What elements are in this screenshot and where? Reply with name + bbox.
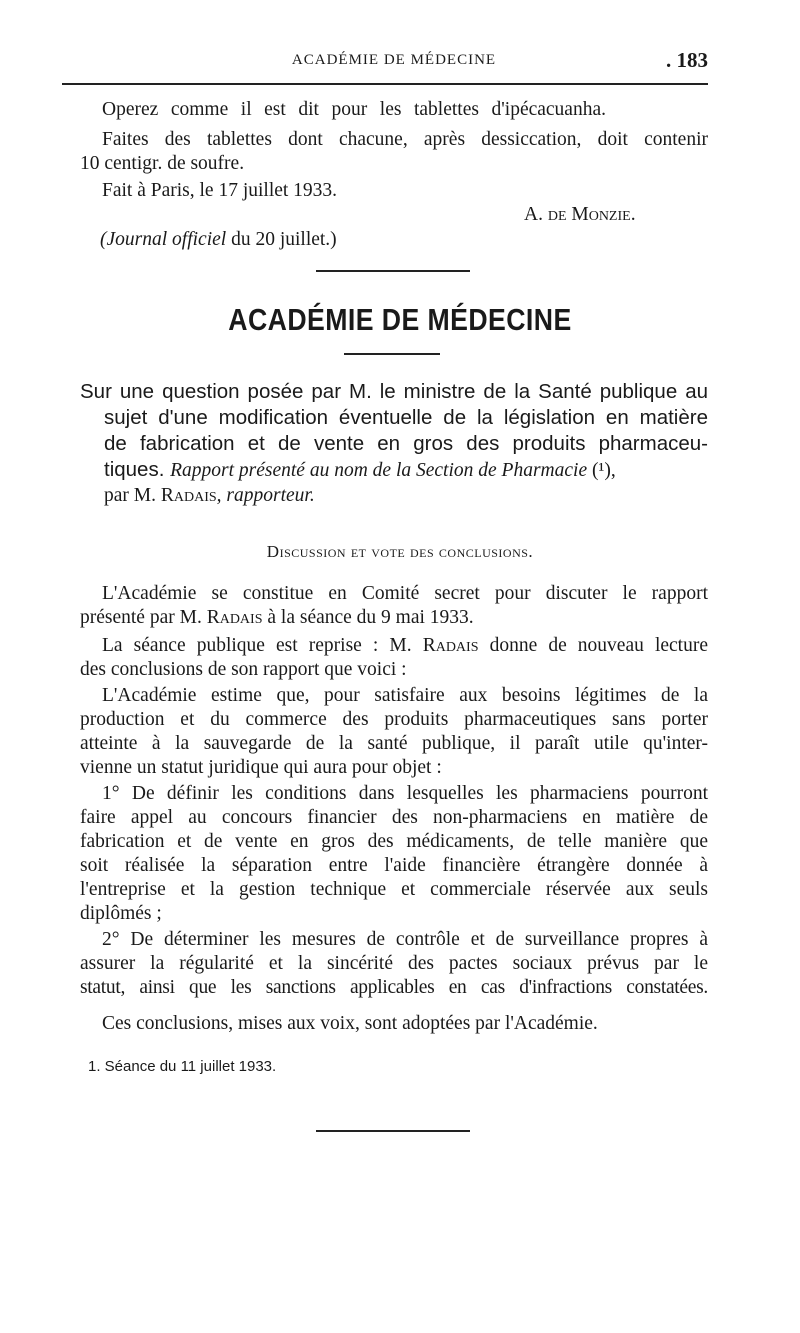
body-line: diplômés ; [80, 903, 162, 924]
journal-name: (Journal officiel [100, 229, 227, 250]
header-rule [62, 83, 708, 85]
closing-rule [316, 1130, 470, 1132]
author-name: Radais [160, 485, 217, 506]
footnote: 1. Séance du 11 juillet 1933. [88, 1058, 277, 1075]
body-line: faire appel au concours financier des non-pharmaciens en matière de [80, 807, 708, 828]
subject-line: Sur une question posée par M. le ministre de la Santé publique au [80, 380, 708, 403]
body-text: présenté par M. [80, 607, 207, 628]
body-line [80, 606, 474, 630]
subject-line: de fabrication et de vente en gros des produits pharmaceu- [104, 432, 708, 455]
body-line: L'Académie se constitue en Comité secret pour discuter le rapport [102, 583, 708, 604]
decree-date: Fait à Paris, le 17 juillet 1933. [102, 180, 338, 201]
body-text: La séance publique est reprise : M. [102, 635, 423, 656]
running-title: ACADÉMIE DE MÉDECINE [291, 52, 497, 68]
page-number: . 183 [666, 48, 708, 72]
running-header [80, 48, 708, 78]
body-line: production et du commerce des produits pharmaceutiques sans porter [80, 709, 708, 730]
body-line [102, 634, 708, 658]
subject-word: tiques. [104, 458, 171, 481]
body-line: 2° De déterminer les mesures de contrôle et de surveillance propres à [102, 929, 708, 950]
body-line: Ces conclusions, mises aux voix, sont adoptées par l'Académie. [102, 1013, 598, 1034]
body-line: statut, ainsi que les sanctions applicables en cas d'infractions constatées. [80, 977, 708, 998]
by-text: par M. [104, 485, 161, 506]
body-line: des conclusions de son rapport que voici : [80, 659, 407, 680]
subject-line: sujet d'une modification éventuelle de la législation en matière [104, 406, 708, 429]
body-line: assurer la régularité et la sincérité des pactes sociaux prévus par le [80, 953, 708, 974]
decree-signature: A. de Monzie. [524, 204, 636, 225]
body-line: l'entreprise et la gestion technique et commerciale réservée aux seuls [80, 879, 708, 900]
section-rule-top [316, 270, 470, 272]
body-line: fabrication et de vente en gros des médicaments, de telle manière que [80, 831, 708, 852]
section-title: ACADÉMIE DE MÉDECINE [228, 302, 572, 337]
decree-source [100, 228, 337, 252]
report-title: Rapport présenté au nom de la Section de Pharmacie [170, 460, 588, 481]
section-rule-bottom [344, 353, 440, 355]
body-line: L'Académie estime que, pour satisfaire aux besoins légitimes de la [102, 685, 708, 706]
body-text: donne de nouveau lecture [478, 635, 708, 656]
subheading: Discussion et vote des conclusions. [266, 542, 534, 561]
body-line: atteinte à la sauvegarde de la santé publique, il paraît utile qu'inter- [80, 733, 708, 754]
decree-line: 10 centigr. de soufre. [80, 153, 245, 174]
body-text: à la séance du 9 mai 1933. [262, 607, 474, 628]
decree-line: Operez comme il est dit pour les tablettes d'ipécacuanha. [102, 99, 606, 120]
decree-line: Faites des tablettes dont chacune, après dessiccation, doit contenir [102, 129, 708, 150]
body-line: soit réalisée la séparation entre l'aide financière étrangère donnée à [80, 855, 708, 876]
author-name: Radais [206, 607, 263, 628]
journal-date: du 20 juillet.) [226, 229, 337, 250]
author-role: , rapporteur. [216, 485, 315, 506]
footnote-ref: (¹), [587, 460, 616, 481]
subject-line [104, 484, 315, 508]
body-line: 1° De définir les conditions dans lesquelles les pharmaciens pourront [102, 783, 708, 804]
author-name: Radais [422, 635, 479, 656]
body-line: vienne un statut juridique qui aura pour objet : [80, 757, 442, 778]
subject-line [104, 458, 708, 483]
